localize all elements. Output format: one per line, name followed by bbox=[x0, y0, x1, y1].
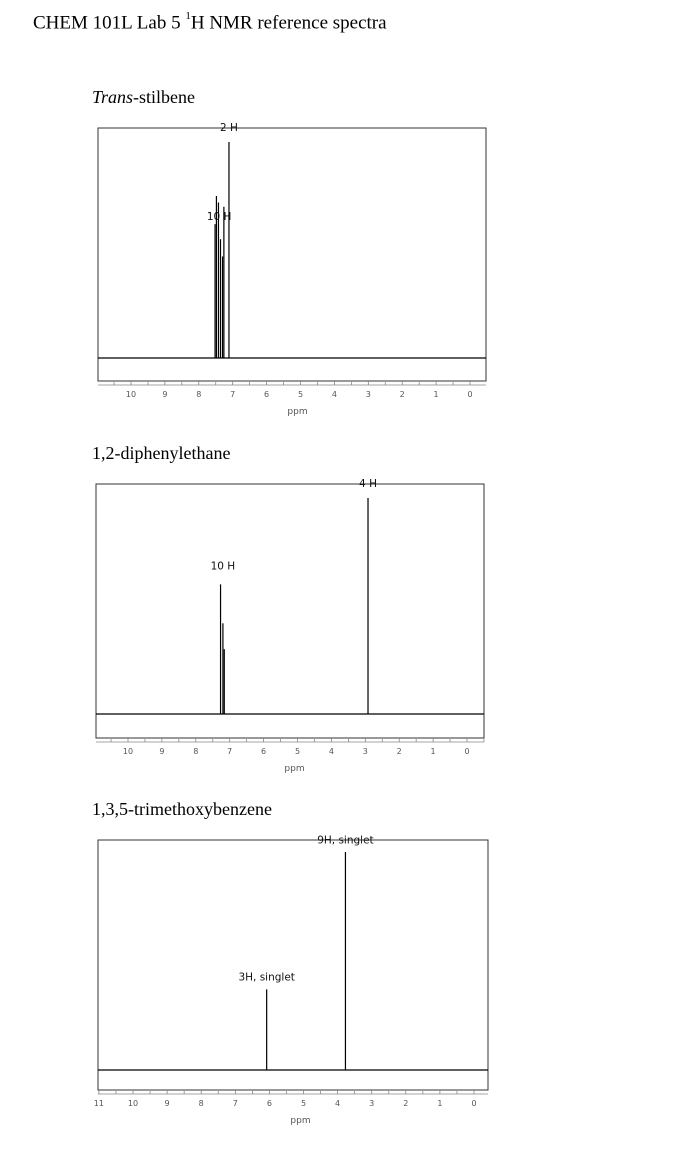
x-tick-label: 10 bbox=[122, 747, 134, 756]
x-tick-label: 5 bbox=[300, 1099, 307, 1108]
x-tick-label: 1 bbox=[433, 390, 439, 399]
peak-annotation: 3H, singlet bbox=[238, 971, 295, 984]
x-tick-label: 6 bbox=[264, 390, 270, 399]
x-axis-label: ppm bbox=[287, 407, 308, 417]
x-tick-label: 0 bbox=[467, 390, 473, 399]
x-tick-label: 10 bbox=[127, 1099, 139, 1108]
x-tick-label: 10 bbox=[125, 390, 137, 399]
peak-annotation: 10 H bbox=[206, 210, 232, 223]
nmr-spectrum-trans-stilbene bbox=[0, 120, 691, 420]
x-tick-label: 2 bbox=[396, 747, 402, 756]
x-tick-label: 2 bbox=[403, 1099, 409, 1108]
x-tick-label: 7 bbox=[227, 747, 233, 756]
x-axis-label: ppm bbox=[284, 764, 305, 774]
x-tick-label: 6 bbox=[266, 1099, 272, 1108]
spectrum-title-rest: -stilbene bbox=[133, 87, 196, 107]
x-tick-label: 9 bbox=[159, 747, 165, 756]
x-tick-label: 4 bbox=[328, 747, 334, 756]
x-tick-label: 1 bbox=[437, 1099, 443, 1108]
x-tick-label: 2 bbox=[399, 390, 405, 399]
nmr-spectrum-trimethoxybenzene bbox=[0, 832, 691, 1142]
spectrum-title-italic: Trans bbox=[92, 87, 134, 107]
x-tick-label: 3 bbox=[369, 1099, 375, 1108]
plot-frame bbox=[98, 128, 486, 381]
x-tick-label: 11 bbox=[93, 1099, 104, 1108]
plot-frame bbox=[98, 840, 488, 1090]
x-tick-label: 0 bbox=[464, 747, 470, 756]
spectrum-title-trimethoxybenzene bbox=[92, 799, 272, 820]
x-tick-label: 9 bbox=[164, 1099, 170, 1108]
spectrum-title-diphenylethane bbox=[92, 443, 230, 464]
x-tick-label: 3 bbox=[365, 390, 371, 399]
x-tick-label: 0 bbox=[471, 1099, 477, 1108]
x-axis-label: ppm bbox=[290, 1116, 311, 1126]
x-tick-label: 8 bbox=[193, 747, 199, 756]
x-tick-label: 5 bbox=[294, 747, 301, 756]
document-title bbox=[33, 12, 387, 34]
x-tick-label: 7 bbox=[232, 1099, 238, 1108]
peak-annotation: 10 H bbox=[210, 560, 236, 573]
spectrum-title-rest: 1,2-diphenylethane bbox=[92, 443, 231, 463]
x-tick-label: 8 bbox=[196, 390, 202, 399]
x-tick-label: 1 bbox=[430, 747, 436, 756]
peak-annotation: 4 H bbox=[359, 478, 377, 491]
x-tick-label: 7 bbox=[230, 390, 236, 399]
peak-annotation: 2 H bbox=[220, 122, 238, 135]
document-title-superscript: 1 bbox=[185, 10, 191, 22]
x-tick-label: 5 bbox=[297, 390, 304, 399]
x-tick-label: 8 bbox=[198, 1099, 204, 1108]
spectrum-title-rest: 1,3,5-trimethoxybenzene bbox=[92, 799, 272, 819]
x-tick-label: 4 bbox=[331, 390, 337, 399]
nmr-spectrum-diphenylethane bbox=[0, 476, 691, 786]
spectrum-title-trans-stilbene bbox=[92, 87, 195, 108]
x-tick-label: 4 bbox=[335, 1099, 341, 1108]
x-tick-label: 3 bbox=[362, 747, 368, 756]
document-title-tail: H NMR reference spectra bbox=[190, 12, 387, 34]
x-tick-label: 6 bbox=[261, 747, 267, 756]
x-tick-label: 9 bbox=[162, 390, 168, 399]
plot-frame bbox=[96, 484, 484, 738]
document-title-main: CHEM 101L Lab 5 bbox=[33, 12, 186, 34]
peak-annotation: 9H, singlet bbox=[317, 834, 374, 847]
